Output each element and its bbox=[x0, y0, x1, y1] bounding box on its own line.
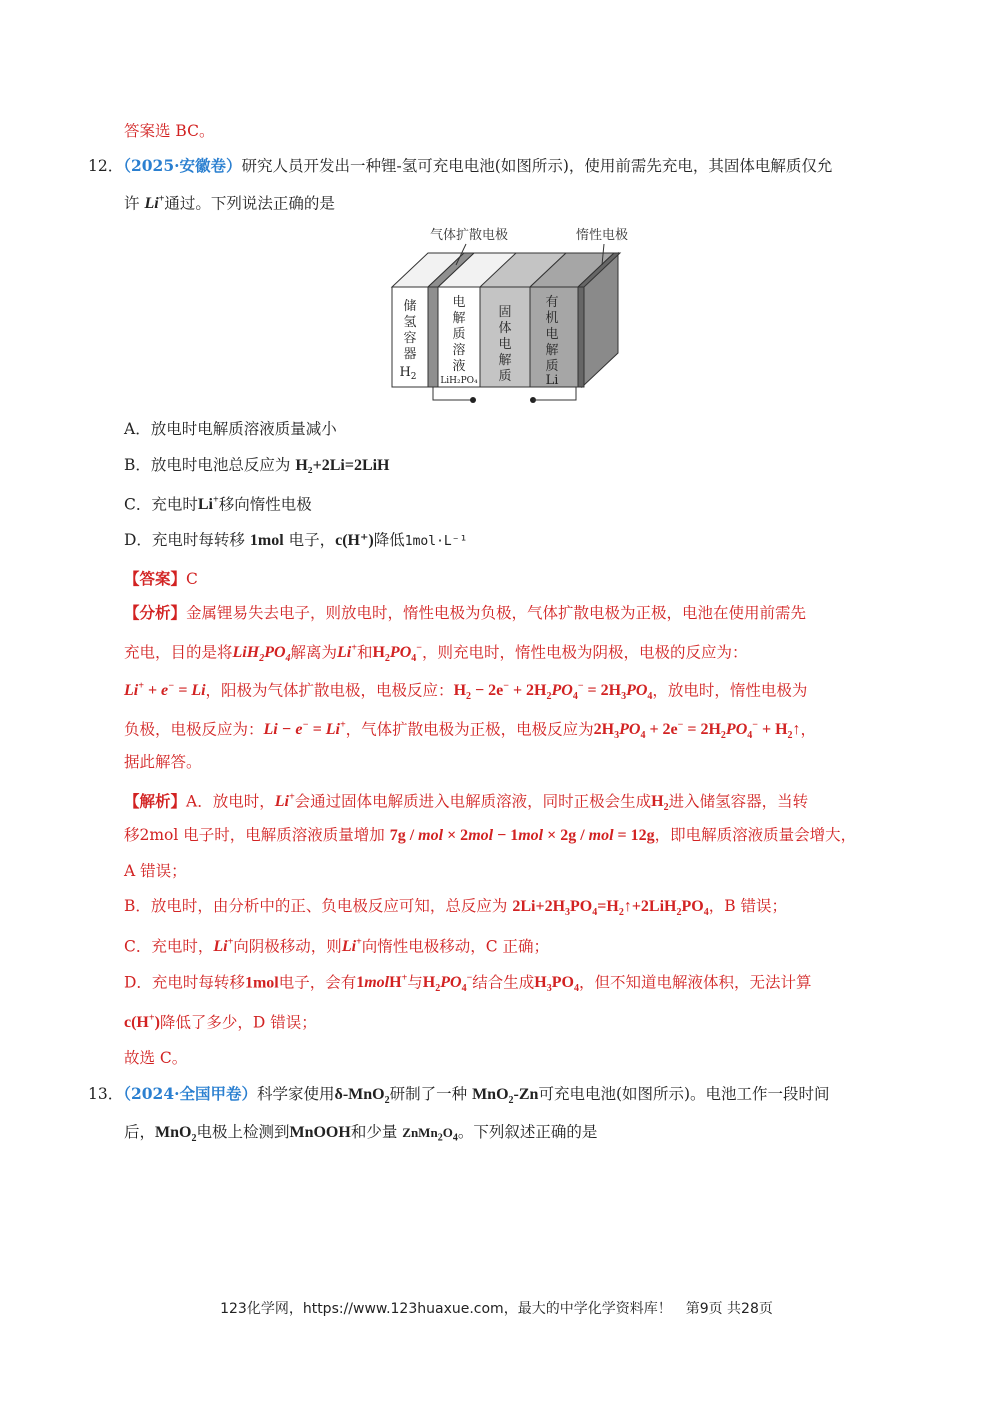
explain-d-line2: c(H+)降低了多少，D 错误； bbox=[124, 1013, 317, 1032]
q13-stem-line2: 后，MnO$_2$电极上检测到MnOOH和少量 $ZnMn_2O_4$。下列叙述正确的是 bbox=[124, 1123, 598, 1145]
col2-char: 溶 bbox=[452, 343, 466, 358]
q12-option-a[interactable]: A．放电时电解质溶液质量减小 bbox=[124, 420, 337, 438]
col1-char: 容 bbox=[403, 331, 417, 346]
label-gas-electrode: 气体扩散电极 bbox=[430, 228, 509, 243]
explain-a-line2: 移2mol 电子时，电解质溶液质量增加 7g / mol × 2mol − 1mol × 2g / mol = 12g，即电解质溶液质量会增大， bbox=[124, 826, 857, 844]
col4-char: 电 bbox=[545, 327, 559, 342]
col2-char: 质 bbox=[452, 327, 466, 342]
col4-char: 机 bbox=[545, 311, 559, 326]
explain-c: C．充电时，Li+向阴极移动，则Li+向惰性电极移动，C 正确； bbox=[124, 937, 550, 956]
q12-option-d[interactable]: D．充电时每转移 1mol 电子，c(H⁺)降低1mol·L⁻¹ bbox=[124, 531, 468, 549]
col3-char: 固 bbox=[498, 305, 512, 320]
final-answer: 故选 C。 bbox=[124, 1049, 188, 1067]
explain-d-line1: D．充电时每转移1mol电子，会有1molH+与$H_2PO_4^-$结合生成$H_3PO_4$，但不知道电解液体积，无法计算 bbox=[124, 973, 812, 995]
analysis-line3: Li+ + e− = Li，阳极为气体扩散电极，电极反应：$H_2 - 2e^- + 2H_2PO_4^- = 2H_3PO_4$，放电时，惰性电极为 bbox=[124, 681, 808, 703]
analysis-line2: 充电，目的是将$LiH_2PO_4$解离为Li+和$H_2PO_4^-$，则充电时，惰性电极为阴极，电极的反应为： bbox=[124, 643, 748, 665]
col1-char: 氢 bbox=[403, 315, 417, 330]
explain-a-line3: A 错误； bbox=[124, 862, 187, 880]
col1-formula: $H_2$ bbox=[399, 365, 417, 382]
page-footer: 123化学网，https://www.123huaxue.com，最大的中学化学资料库！ 第9页 共28页 bbox=[220, 1301, 773, 1317]
col1-char: 储 bbox=[403, 299, 417, 314]
explain-b: B．放电时，由分析中的正、负电极反应可知，总反应为 $2Li+2H_3PO_4=H_2↑+2LiH_2PO_4$，B 错误； bbox=[124, 897, 788, 919]
col4-char: 质 bbox=[545, 359, 559, 374]
q12-stem-line1: 12．（2025·安徽卷）研究人员开发出一种锂-氢可充电电池(如图所示)，使用前需先充电，其固体电解质仅允 bbox=[88, 156, 833, 175]
q12-stem-line2: 许 Li+通过。下列说法正确的是 bbox=[124, 194, 335, 213]
col1-char: 器 bbox=[403, 347, 417, 362]
col4-char: 有 bbox=[545, 295, 559, 310]
col2-char: 液 bbox=[452, 359, 466, 374]
col4-char: 解 bbox=[545, 343, 559, 358]
previous-answer: 答案选 BC。 bbox=[124, 122, 215, 140]
col3-char: 电 bbox=[498, 337, 512, 352]
q13-stem-line1: 13．（2024·全国甲卷）科学家使用δ-MnO$_2$研制了一种 MnO$_2$-Zn可充电电池(如图所示)。电池工作一段时间 bbox=[88, 1084, 830, 1107]
q12-option-c[interactable]: C．充电时Li+移向惰性电极 bbox=[124, 495, 312, 514]
col3-char: 体 bbox=[498, 321, 512, 336]
label-inert-electrode: 惰性电极 bbox=[576, 228, 629, 243]
analysis-line1: 【分析】金属锂易失去电子，则放电时，惰性电极为负极，气体扩散电极为正极，电池在使用前需先 bbox=[124, 603, 807, 622]
battery-figure bbox=[380, 220, 660, 410]
q12-option-b[interactable]: B．放电时电池总反应为 H₂+2Li=2LiH bbox=[124, 456, 390, 474]
analysis-line4: 负极，电极反应为：Li − e− = Li+，气体扩散电极为正极，电极反应为$2H_3PO_4 + 2e^- = 2H_2PO_4^-$ + $H_2↑$， bbox=[124, 720, 817, 742]
q12-answer: 【答案】C bbox=[124, 569, 198, 588]
analysis-line5: 据此解答。 bbox=[124, 753, 202, 771]
explain-a-line1: 【解析】A．放电时，Li+会通过固体电解质进入电解质溶液，同时正极会生成$H_2$进入储氢容器，当转 bbox=[124, 791, 809, 814]
col2-char: 电 bbox=[452, 295, 466, 310]
col4-formula: Li bbox=[545, 373, 559, 388]
col3-char: 质 bbox=[498, 369, 512, 384]
col2-formula: LiH₂PO₄ bbox=[440, 376, 478, 386]
col2-char: 解 bbox=[452, 311, 466, 326]
col3-char: 解 bbox=[498, 353, 512, 368]
